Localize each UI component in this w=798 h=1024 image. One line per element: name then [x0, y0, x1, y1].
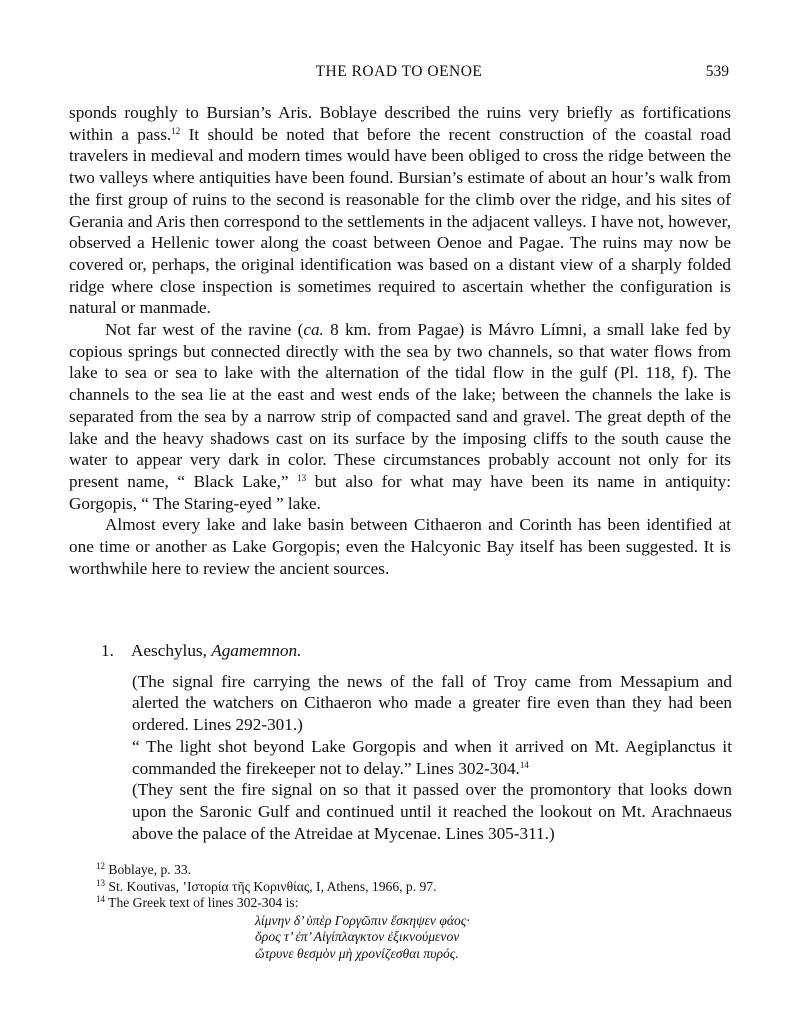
footnote-ref-14: 14	[519, 759, 529, 770]
paragraph-1: sponds roughly to Bursian’s Aris. Boblaye described the ruins very briefly as fortifications within a pass.$^{12}$ It should be noted that before the recent construction of the coastal road travelers in medieval and modern times would have been obliged to cross the ridge between the two valleys where antiquities have been found. Bursian’s estimate of about an hour’s walk from the first group of ruins to the second is reasonable for the climb over the ridge, and his sites of Gerania and Aris then correspond to the settlements in the adjacent valleys. I have not, however, observed a Hellenic tower along the coast between Oenoe and Pagae. The ruins may now be covered or, perhaps, the original identification was based on a distant view of a sharply folded ridge where close inspection is sometimes required to ascertain whether the configuration is natural or manmade.	[69, 103, 731, 318]
quote-line-2: “ The light shot beyond Lake Gorgopis and when it arrived on Mt. Aegiplanctus it commanded the firekeeper not to delay.” Lines 302-304.14	[132, 736, 732, 778]
footnote-ref-13: 13	[297, 472, 307, 483]
list-item-number: 1.	[101, 641, 114, 660]
footnote-14: $^{14}$ The Greek text of lines 302-304 is:	[96, 894, 299, 911]
footnote-12: $^{12}$ Boblaye, p. 33.	[96, 861, 192, 877]
footnotes	[96, 862, 736, 963]
footnote-13: $^{13}$ St. Koutivas, ’Ιστορία τῆς Κορινθίας, I, Athens, 1966, p. 97.	[96, 877, 437, 894]
greek-quotation	[255, 913, 736, 963]
running-title: THE ROAD TO OENOE	[315, 63, 483, 80]
running-header	[0, 63, 798, 85]
greek-line: λίμνην δ’ ὑπὲρ Γοργῶπιν ἔσκηψεν φάος·	[255, 912, 470, 928]
quote-line-3: (They sent the fire signal on so that it passed over the promontory that looks down upon the Saronic Gulf and continued until it reached the lookout on Mt. Arachnaeus above the palace of the Atreidae at Mycenae. Lines 305-311.)	[132, 780, 732, 843]
paragraph-2: Not far west of the ravine (ca. 8 km. from Pagae) is Mávro Límni, a small lake fed by copious springs but connected directly with the sea by two channels, so that water flows from lake to sea or sea to lake with the alternation of the tidal flow in the gulf (Pl. 118, f). The channels to the sea lie at the east and west ends of the lake; between the channels the lake is separated from the sea by a narrow strip of compacted sand and gravel. The great depth of the lake and the heavy shadows cast on its surface by the imposing cliffs to the south cause the water to appear very dark in color. These circumstances probably account not only for its present name, “ Black Lake,” $^{13}$ but also for what may have been its name in antiquity: Gorgopis, “ The Staring-eyed ” lake.	[69, 320, 731, 513]
quote-line-1: (The signal fire carrying the news of the fall of Troy came from Messapium and alerted the watchers on Cithaeron who made a greater fire even than they had been ordered. Lines 292-301.)	[132, 671, 732, 735]
source-list	[101, 640, 732, 844]
greek-line: ὤτρυνε θεσμὸν μὴ χρονίζεσθαι πυρός.	[255, 945, 459, 961]
footnote-ref-12: 12	[171, 125, 181, 136]
list-item-heading	[101, 640, 732, 662]
paragraph-3: Almost every lake and lake basin between Cithaeron and Corinth has been identified at one time or another as Lake Gorgopis; even the Halcyonic Bay itself has been suggested. It is worthwhile here to review the ancient sources.	[69, 515, 731, 578]
body-text	[69, 102, 731, 579]
list-item-work: Agamemnon.	[211, 641, 302, 660]
quote-block	[132, 671, 732, 845]
list-item-author: Aeschylus,	[131, 641, 212, 660]
page-number: 539	[705, 63, 729, 80]
greek-line: ὄρος τ’ ἐπ’ Αἰγίπλαγκτον ἐξικνούμενον	[255, 929, 460, 945]
